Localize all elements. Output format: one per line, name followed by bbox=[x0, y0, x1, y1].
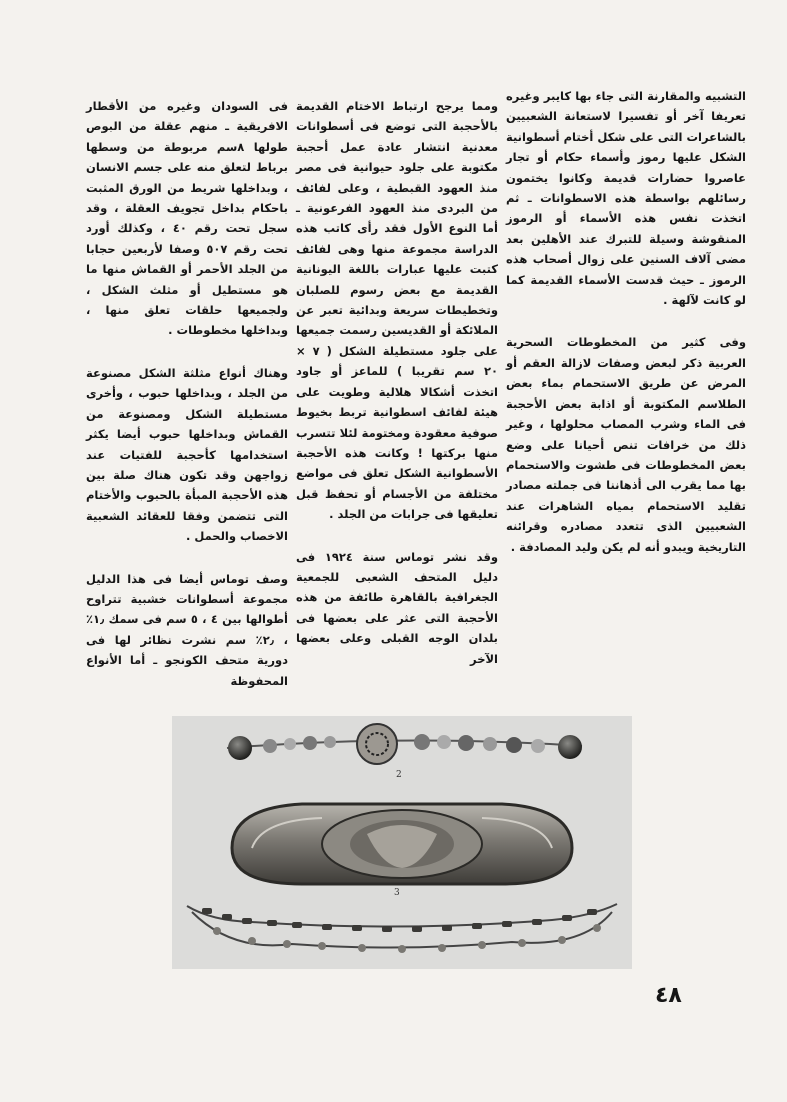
paragraph: وهناك أنواع مثلثة الشكل مصنوعة من الجلد ، وبداخلها حبوب ، وأخرى مستطيلة الشكل ومصنوعة من القماش وبداخلها حبوب أيضا يكثر استخدامها كأحجبة للفتيات عند زواجهن وقد تكون هناك صلة بين هذه الأحجبة المبأة بالحبوب والأختام التى تتضمن وفقا للعقائد الشعبية الاخصاب والحمل . bbox=[86, 365, 288, 544]
paragraph: ومما يرجح ارتباط الاختام القديمة بالأحجبة التى توضع فى أسطوانات معدنية انتشار عادة عمل أحجبة مكتوبة على جلود حيوانية فى مصر منذ العهود القبطية ، وعلى لفائف من البردى منذ العهود الفرعونية ـ أما النوع الأول فقد رأى كاتب هذه الدراسة مجموعة منها وهى لفائف كتبت عليها عبارات باللغة اليونانية القديمة مع بعض رسوم للصلبان وتخطيطات سريعة وبدائية تعبر عن الملائكة أو القديسين رسمت جميعها على جلود مستطيلة الشكل ( ٧ × ٢٠ سم تقريبا ) للماعز أو جاود اتخذت أشكالا هلالية وطويت على هيئة لفائف اسطوانية تربط بخيوط صوفية معقودة ومختومة لئلا تتسرب منها بركتها ! وكانت هذه الأحجبة الأسطوانية الشكل تعلق فى مواضع مختلفة من الأجسام أو تحفظ قبل تعليقها فى جرابات من الجلد . bbox=[296, 99, 498, 522]
jewelry-photograph bbox=[172, 716, 632, 969]
bracelet-cuff bbox=[232, 804, 572, 884]
paragraph: وصف توماس أيضا فى هذا الدليل مجموعة أسطوانات خشبية تتراوح أطوالها بين ٤ ، ٥ سم فى سمك ١٫٪ ، ٢٫٪ سم نشرت نظائر لها فى دورية متحف الكونجو ـ أما الأنواع المحفوظة bbox=[86, 571, 288, 688]
text-column-right bbox=[506, 86, 746, 557]
necklace-bottom bbox=[187, 904, 617, 953]
paragraph: وقد نشر توماس سنة ١٩٢٤ فى دليل المتحف الشعبى للجمعية الجغرافية بالقاهرة طائفة من هذه الأحجبة التى عثر على بعضها فى بلدان الوجه القبلى وعلى بعضها الآخر bbox=[296, 549, 498, 666]
text-column-middle bbox=[296, 96, 498, 669]
figure-number: 2 bbox=[396, 770, 402, 780]
paragraph: فى السودان وغيره من الأقطار الافريقية ـ منهم عقلة من البوص طولها ٨سم مربوطة من وسطها برباط لتعلق منه على جسم الانسان ، وبداخلها شريط من الورق المثبت باحكام بداخل تجويف العقلة ، وقد سجل تحت رقم ٤٠ ، وكذلك أورد تحت رقم ٥٠٧ وصفا لأربعين حجابا من الجلد الأحمر أو القماش منها ما هو مستطيل أو مثلث الشكل ، ولجميعها حلقات تعلق منها ، وبداخلها مخطوطات . bbox=[86, 99, 288, 338]
figure-number: 3 bbox=[394, 888, 400, 898]
text-column-left bbox=[86, 96, 288, 691]
page-number: ٤٨ bbox=[655, 983, 682, 1008]
paragraph: التشبيه والمقارنة التى جاء بها كايبر وغيره تعريفا آخر أو تفسيرا لاستعانة الشعبيين بالشاعرات التى على شكل أختام أسطوانية الشكل عليها رموز وأسماء حكام أو تجار عاصروا حضارات قديمة وكانوا يختمون رسائلهم بواسطة هذه الاسطوانات ـ ثم اتخذت نفس هذه الأسماء أو الرموز المنقوشة وسيلة للتبرك عند الأهلين بعد مضى آلاف السنين على زوال أصحاب هذه الرموز ـ حيث قدست الأسماء القديمة كما لو كانت لآلهة . bbox=[506, 89, 746, 308]
necklace-top bbox=[227, 724, 582, 764]
paragraph: وفى كثير من المخطوطات السحرية العربية ذكر لبعض وصفات لازالة العقم أو المرض عن طريق الاستحمام بماء بعض الطلاسم المكتوبة أو اذابة بعض الأحجبة فى الماء وشرب المصاب محلولها ، وغير ذلك من خرافات تنص أحيانا على وضع بعض المخطوطات فى طشوت والاستحمام بها مما يقرب الى أذهاننا فى جملته مصادر تقليد الاستحمام بمياه الشاهرات عند الشعبيين الذى تتعدد مصادره وقرائنه التاريخية ويبدو أنه لم يكن وليد المصادفة . bbox=[506, 335, 746, 554]
jewelry-illustration bbox=[172, 716, 632, 969]
